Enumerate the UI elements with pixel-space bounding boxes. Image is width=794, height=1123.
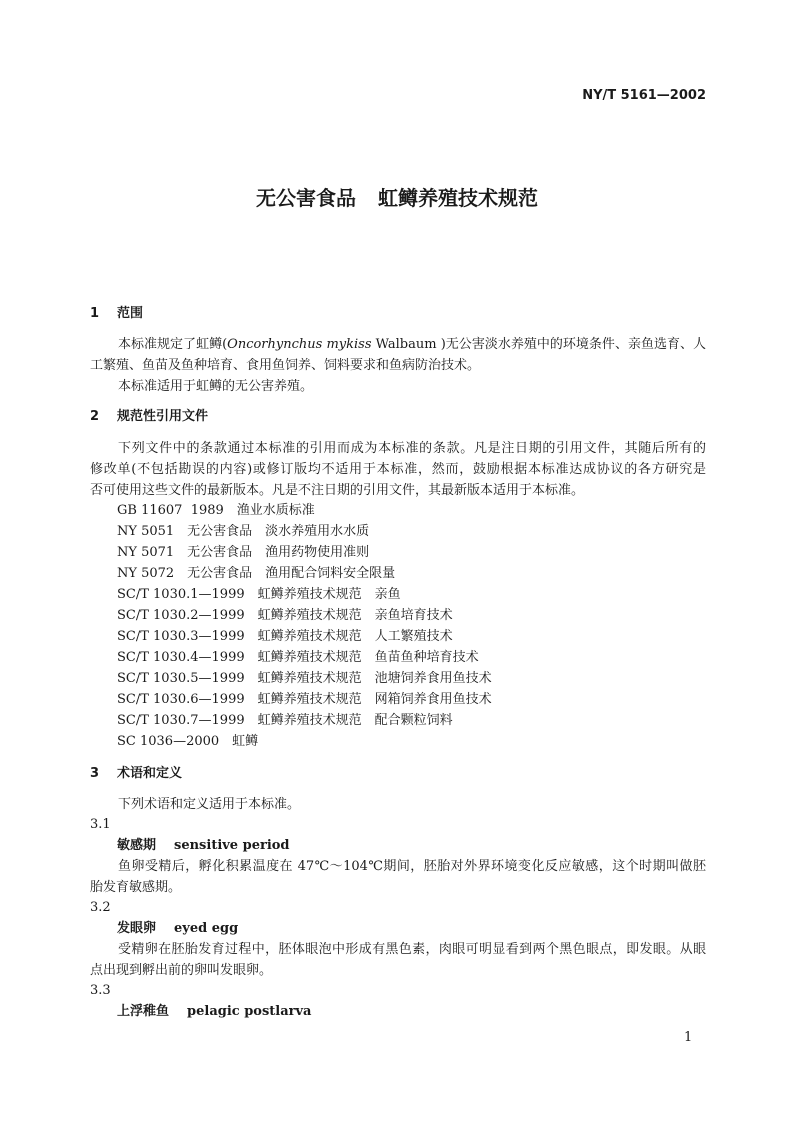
- term-heading: [117, 918, 238, 939]
- species-name: Oncorhynchus mykiss: [227, 337, 372, 352]
- section-3-number: 3: [90, 766, 100, 781]
- scope-line-2: 工繁殖、鱼苗及鱼种培育、食用鱼饲养、饲料要求和鱼病防治技术。: [90, 358, 481, 373]
- reference-item: GB 11607 1989 渔业水质标准: [117, 503, 315, 518]
- term-heading: [117, 1001, 311, 1022]
- term-definition-line: 胎发育敏感期。: [90, 880, 182, 895]
- section-3-heading: 术语和定义: [117, 766, 183, 781]
- reference-item: NY 5071 无公害食品 渔用药物使用准则: [117, 545, 370, 560]
- term-number: 3.1: [90, 817, 111, 832]
- term-zh: 发眼卵: [117, 921, 157, 936]
- term-definition-line: 受精卵在胚胎发育过程中，胚体眼泡中形成有黑色素，肉眼可明显看到两个黑色眼点，即发眼。从眼: [118, 942, 706, 957]
- term-number: 3.3: [90, 983, 111, 998]
- term-zh: 上浮稚鱼: [117, 1004, 170, 1019]
- reference-item: SC/T 1030.2—1999 虹鳟养殖技术规范 亲鱼培育技术: [117, 608, 453, 623]
- term-number: 3.2: [90, 900, 111, 915]
- reference-item: SC 1036—2000 虹鳟: [117, 734, 259, 749]
- scope-applicability: 本标准适用于虹鳟的无公害养殖。: [118, 379, 314, 394]
- term-heading: [117, 835, 290, 856]
- reference-item: SC/T 1030.5—1999 虹鳟养殖技术规范 池塘饲养食用鱼技术: [117, 671, 492, 686]
- section-2-number: 2: [90, 409, 100, 424]
- title-main: 虹鳟养殖技术规范: [378, 186, 538, 210]
- document-title: [0, 185, 794, 211]
- scope-line-1-before: 本标准规定了虹鳟(: [118, 337, 228, 352]
- refs-intro-line-1: 下列文件中的条款通过本标准的引用而成为本标准的条款。凡是注日期的引用文件，其随后所有的: [118, 441, 706, 456]
- reference-item: SC/T 1030.1—1999 虹鳟养殖技术规范 亲鱼: [117, 587, 401, 602]
- reference-item: SC/T 1030.7—1999 虹鳟养殖技术规范 配合颗粒饲料: [117, 713, 453, 728]
- page-number: 1: [684, 1030, 693, 1045]
- scope-line-1-after: Walbaum )无公害淡水养殖中的环境条件、亲鱼选育、人: [371, 337, 706, 352]
- term-en: pelagic postlarva: [187, 1004, 312, 1019]
- term-definition-line: 鱼卵受精后，孵化积累温度在 47℃～104℃期间，胚胎对外界环境变化反应敏感，这个时期叫做胚: [118, 859, 706, 874]
- standard-code: NY/T 5161—2002: [582, 88, 706, 103]
- reference-item: SC/T 1030.6—1999 虹鳟养殖技术规范 网箱饲养食用鱼技术: [117, 692, 492, 707]
- section-2-heading: 规范性引用文件: [117, 409, 209, 424]
- terms-intro: 下列术语和定义适用于本标准。: [118, 797, 301, 812]
- term-en: sensitive period: [174, 838, 290, 853]
- refs-intro-line-2: 修改单(不包括勘误的内容)或修订版均不适用于本标准，然而，鼓励根据本标准达成协议的各方研究是: [90, 462, 706, 477]
- section-1-heading: 范围: [117, 306, 144, 321]
- term-en: eyed egg: [174, 921, 239, 936]
- scope-line-1: [118, 334, 706, 355]
- reference-item: SC/T 1030.4—1999 虹鳟养殖技术规范 鱼苗鱼种培育技术: [117, 650, 479, 665]
- reference-item: NY 5072 无公害食品 渔用配合饲料安全限量: [117, 566, 396, 581]
- section-1-number: 1: [90, 306, 100, 321]
- term-definition-line: 点出现到孵出前的卵叫发眼卵。: [90, 963, 273, 978]
- reference-item: NY 5051 无公害食品 淡水养殖用水水质: [117, 524, 370, 539]
- reference-item: SC/T 1030.3—1999 虹鳟养殖技术规范 人工繁殖技术: [117, 629, 453, 644]
- term-zh: 敏感期: [117, 838, 157, 853]
- refs-intro-line-3: 否可使用这些文件的最新版本。凡是不注日期的引用文件，其最新版本适用于本标准。: [90, 483, 585, 498]
- title-prefix: 无公害食品: [256, 186, 356, 210]
